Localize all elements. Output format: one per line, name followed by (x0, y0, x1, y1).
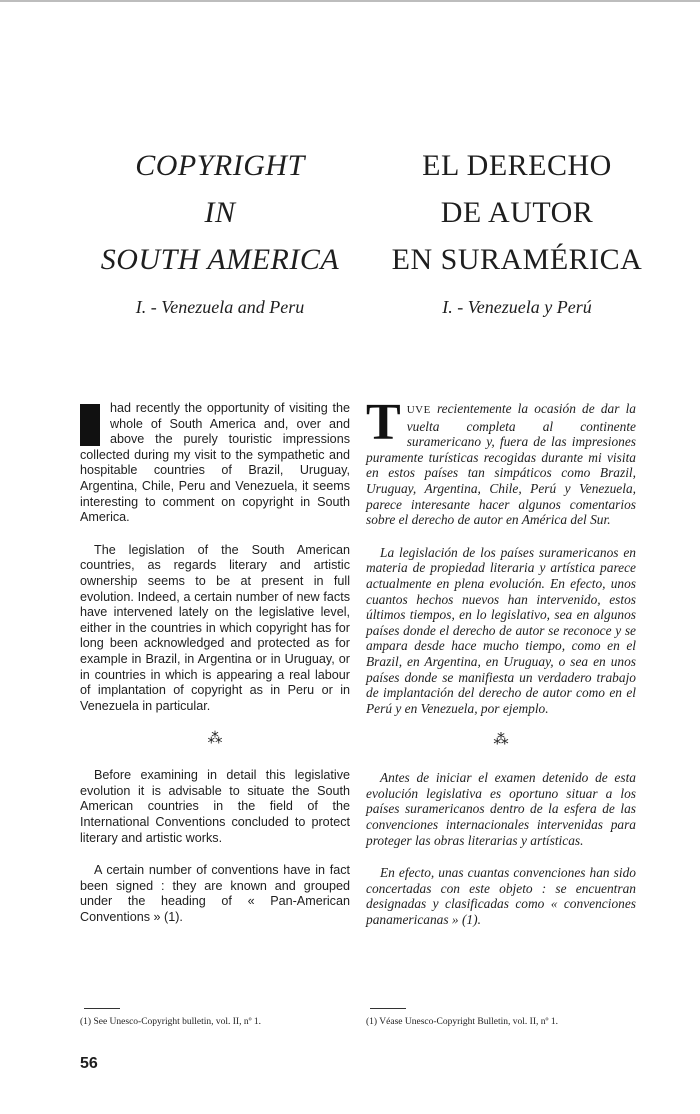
paragraph-text: recientemente la ocasión de dar la vuelta completa al continente suramericano y, fuera de las impresiones puramente turísticas recogidas durante mi visita en estos países tan simpáticos como Brazil, Uruguay, Argentina, Chile, Perú y Venezuela, parece interesante hacer algunos comentarios sobre el derecho de autor en América del Sur. (366, 401, 636, 528)
subtitle-english: I. - Venezuela and Peru (135, 297, 305, 317)
english-column (80, 401, 350, 943)
top-rule (0, 0, 700, 2)
page-number: 56 (80, 1055, 98, 1072)
asterism: ⁂ (207, 730, 223, 748)
dropcap-t: T (366, 394, 401, 451)
paragraph (366, 394, 636, 528)
footnote-spanish (366, 1008, 636, 1028)
title-english (55, 142, 385, 318)
title-line: COPYRIGHT (135, 149, 305, 182)
footnote-rule (84, 1008, 120, 1009)
title-line: IN (204, 196, 236, 229)
footnote-rule (370, 1008, 406, 1009)
paragraph: La legislación de los países suramericanos en materia de propiedad literaria y artística parece actualmente en plena evolución. En efecto, unos cuantos hechos nuevos han intervenido, estos últimos tiempos, en lo legislativo, sea en algunos países donde el derecho de autor se reconoce y se ampara desde hace mucho tiempo, como en el Brazil, en Argentina, en Uruguay, o sea en unos países donde se manifiesta un verdadero trabajo de implantación del derecho de autor como en el Perú y en Venezuela, por ejemplo. (366, 544, 636, 716)
paragraph: The legislation of the South American countries, as regards literary and artistic ownership seems to be at present in full evolution. Indeed, a certain number of new facts have intervened lately on the legislative level, either in the countries in which copyright has for long been acknowledged and protected as for example in Brazil, in Argentina or in Uruguay, or in countries in which is appearing a real labour of implantation of copyright as in Peru or in Venezuela in particular. (80, 542, 350, 713)
footnote-text: (1) See Unesco-Copyright bulletin, vol. II, nº 1. (80, 1017, 262, 1027)
paragraph: En efecto, unas cuantas convenciones han sido concertadas con este objeto : se encuentran designadas y clasificadas como « convenciones panamericanas » (1). (366, 865, 636, 928)
paragraph (80, 401, 350, 526)
spanish-column (366, 394, 636, 945)
subtitle-spanish: I. - Venezuela y Perú (442, 297, 592, 317)
footnote-english (80, 1008, 350, 1028)
title-line: SOUTH AMERICA (100, 243, 340, 276)
asterism: ⁂ (493, 732, 509, 749)
dropcap-i (80, 404, 100, 446)
title-spanish (352, 142, 682, 318)
paragraph: A certain number of conventions have in fact been signed : they are known and grouped under the heading of « Pan-American Conventions » (1). (80, 863, 350, 925)
smallcaps-lead: UVE (406, 404, 431, 416)
title-line: EN SURAMÉRICA (391, 243, 643, 276)
paragraph: Antes de iniciar el examen detenido de esta evolución legislativa es oportuno situar a los países suramericanos dentro de la esfera de las convenciones internacionales intervenidas para proteger las obras literarias y artísticas. (366, 770, 636, 848)
title-line: DE AUTOR (440, 196, 594, 229)
footnote-text: (1) Véase Unesco-Copyright Bulletin, vol. II, nº 1. (366, 1017, 558, 1027)
title-line: EL DERECHO (422, 149, 612, 182)
paragraph: Before examining in detail this legislative evolution it is advisable to situate the South American countries in the field of the International Conventions concluded to protect literary and artistic works. (80, 768, 350, 845)
paragraph-text: had recently the opportunity of visiting the whole of South America and, over and above the purely touristic impressions collected during my visit to the sympathetic and hospitable countries of Brazil, Uruguay, Argentina, Chile, Peru and Venezuela, it seems interesting to comment on copyright in South America. (80, 401, 350, 525)
